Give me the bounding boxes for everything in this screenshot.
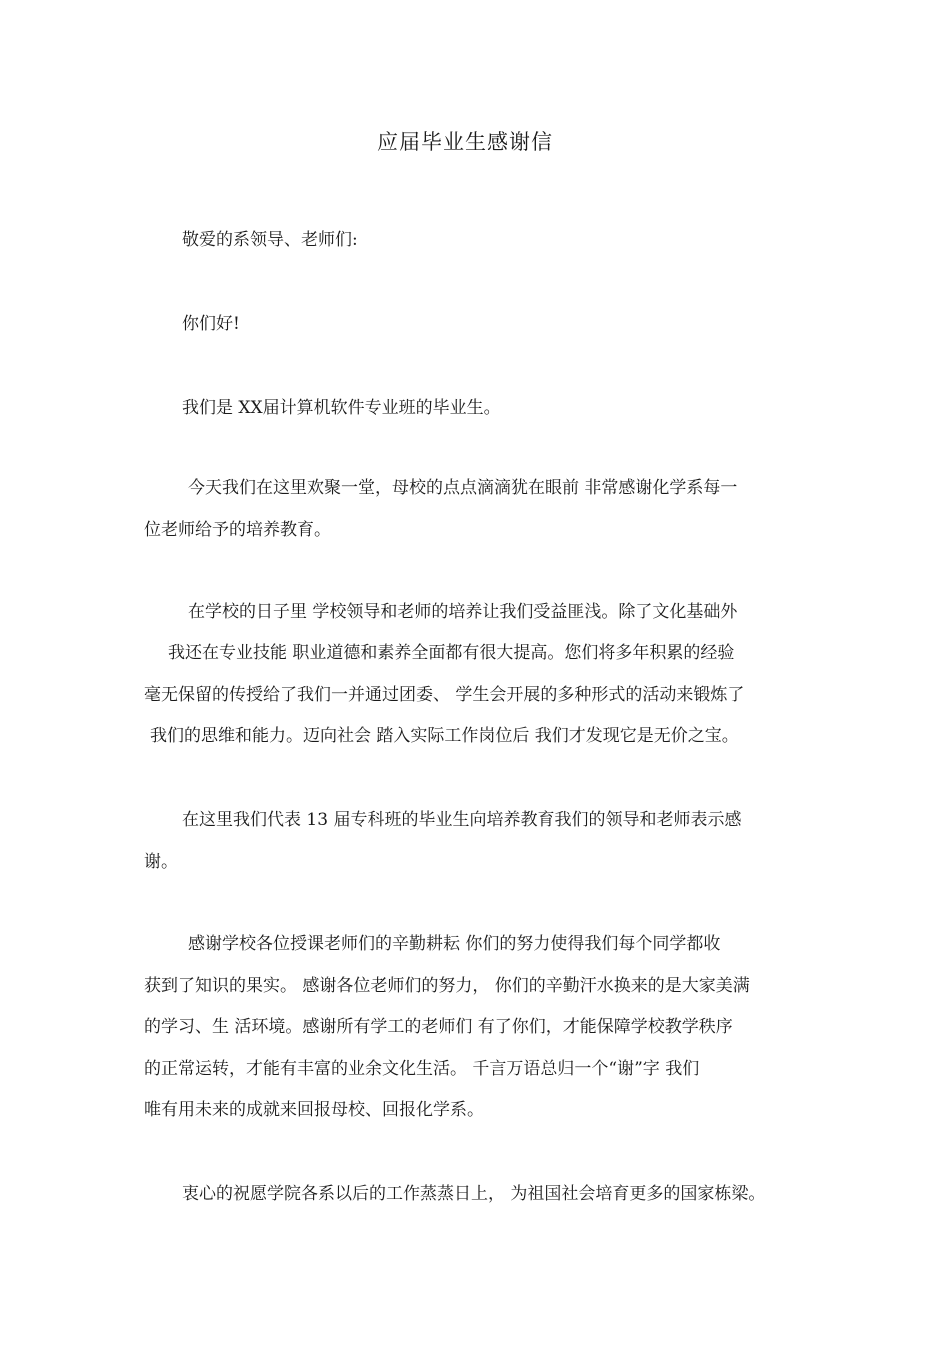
paragraph-intro: 我们是 XX届计算机软件专业班的毕业生。: [182, 398, 501, 418]
paragraph-5-line-3: 的学习、生 活环境。感谢所有学工的老师们 有了你们，才能保障学校教学秩序: [144, 1017, 733, 1037]
paragraph-4-line-2: 谢。: [144, 852, 178, 872]
paragraph-3-line-3: 毫无保留的传授给了我们一并通过团委、 学生会开展的多种形式的活动来锻炼了: [144, 685, 745, 705]
paragraph-5-line-5: 唯有用未来的成就来回报母校、回报化学系。: [144, 1100, 484, 1120]
paragraph-2-line-1: 今天我们在这里欢聚一堂，母校的点点滴滴犹在眼前 非常感谢化学系每一: [188, 478, 738, 498]
salutation: 敬爱的系领导、老师们:: [182, 230, 358, 250]
paragraph-4-line-1: 在这里我们代表 13 届专科班的毕业生向培养教育我们的领导和老师表示感: [182, 810, 742, 830]
paragraph-3-line-1: 在学校的日子里 学校领导和老师的培养让我们受益匪浅。除了文化基础外: [188, 602, 738, 622]
paragraph-5-line-1: 感谢学校各位授课老师们的辛勤耕耘 你们的努力使得我们每个同学都收: [188, 934, 721, 954]
paragraph-5-line-2: 获到了知识的果实。 感谢各位老师们的努力， 你们的辛勤汗水换来的是大家美满: [144, 976, 750, 996]
greeting: 你们好!: [182, 314, 240, 334]
paragraph-5-line-4: 的正常运转，才能有丰富的业余文化生活。 千言万语总归一个“谢”字 我们: [144, 1059, 700, 1079]
paragraph-3-line-4: 我们的思维和能力。迈向社会 踏入实际工作岗位后 我们才发现它是无价之宝。: [150, 726, 739, 746]
paragraph-3-line-2: 我还在专业技能 职业道德和素养全面都有很大提高。您们将多年积累的经验: [168, 643, 735, 663]
paragraph-closing: 衷心的祝愿学院各系以后的工作蒸蒸日上， 为祖国社会培育更多的国家栋梁。: [182, 1184, 766, 1204]
paragraph-2-line-2: 位老师给予的培养教育。: [144, 520, 331, 540]
letter-title: 应届毕业生感谢信: [377, 130, 553, 154]
